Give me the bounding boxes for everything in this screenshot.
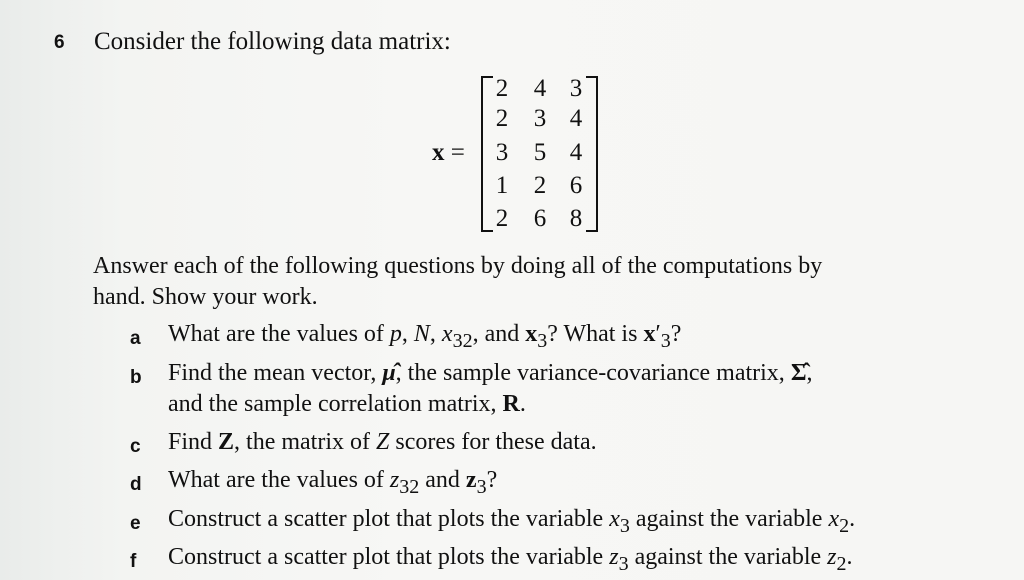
subquestion-a-text: What are the values of p, N, $x_{32}$, and $x_3$? What is $x'_3$? [168,321,682,352]
subquestion-b-text-line2: and the sample correlation matrix, R. [168,391,526,417]
matrix-cell: 8 [569,205,583,232]
matrix-cell: 2 [495,205,509,232]
matrix-cell: 2 [495,75,509,102]
matrix-cell: 3 [569,75,583,102]
matrix-cell: 4 [569,105,583,132]
subquestion-c-text: Find Z, the matrix of Z scores for these data. [168,429,597,455]
matrix-label: x = [432,139,465,166]
question-number: 6 [54,32,65,53]
subquestion-f-letter: f [130,551,137,572]
subquestion-d-letter: d [130,474,142,495]
subquestion-b-letter: b [130,367,142,388]
subquestion-c-letter: c [130,436,141,457]
matrix-cell: 4 [533,75,547,102]
matrix-cell: 3 [495,139,509,166]
matrix-cell: 6 [569,172,583,199]
subquestion-e-text: Construct a scatter plot that plots the variable $x_3$ against the variable $x_2$. [168,506,856,537]
matrix-cell: 1 [495,172,509,199]
matrix-cell: 5 [533,139,547,166]
matrix-cell: 2 [533,172,547,199]
instructions-line-2: hand. Show your work. [93,284,318,310]
subquestion-b-text-line1: Find the mean vector, μ̂, the sample variance-covariance matrix, Σ̂, [168,360,813,386]
instructions-line-1: Answer each of the following questions by doing all of the computations by [93,253,823,279]
matrix-right-bracket [586,76,598,232]
subquestion-f-text: Construct a scatter plot that plots the variable $z_3$ against the variable $z_2$. [168,544,853,575]
matrix-cell: 3 [533,105,547,132]
matrix-cell: 6 [533,205,547,232]
matrix-cell: 4 [569,139,583,166]
subquestion-d-text: What are the values of $z_{32}$ and $z_3$? [168,467,498,498]
subquestion-e-letter: e [130,513,141,534]
question-intro: Consider the following data matrix: [94,28,451,55]
subquestion-a-letter: a [130,328,141,349]
matrix-cell: 2 [495,105,509,132]
